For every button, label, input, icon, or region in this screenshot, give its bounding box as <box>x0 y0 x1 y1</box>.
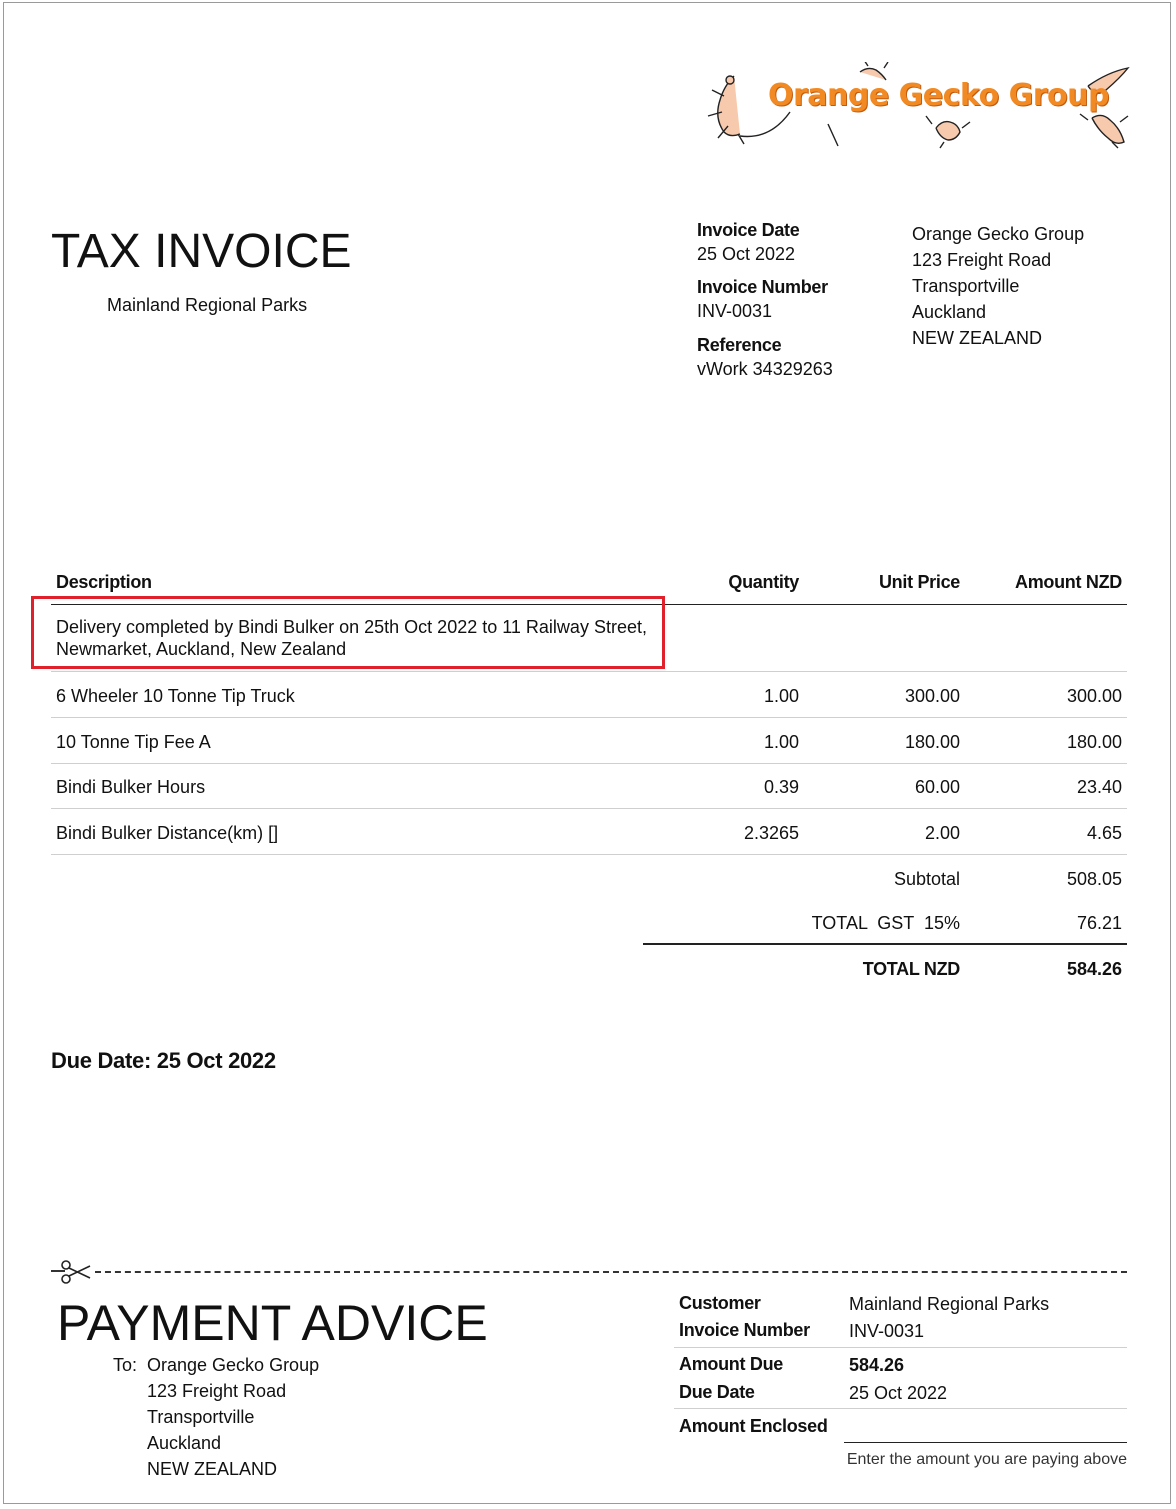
company-address-line: Orange Gecko Group <box>912 224 1085 244</box>
remit-address-line: Auckland <box>147 1433 222 1453</box>
cut-line <box>95 1271 1127 1273</box>
item-unit-price: 2.00 <box>924 823 960 843</box>
invoice-date: 25 Oct 2022 <box>697 244 796 264</box>
pa-amount-enclosed-label: Amount Enclosed <box>679 1416 828 1436</box>
highlight-box <box>31 596 665 669</box>
pa-amount-due-value: 584.26 <box>849 1355 905 1375</box>
col-header-amount: Amount NZD <box>1015 572 1122 592</box>
delivery-note-line: Newmarket, Auckland, New Zealand <box>56 639 347 659</box>
item-quantity: 1.00 <box>763 686 799 706</box>
customer-name: Mainland Regional Parks <box>107 295 308 315</box>
pa-invoice-number-label: Invoice Number <box>679 1320 810 1340</box>
due-date: Due Date: 25 Oct 2022 <box>51 1048 276 1073</box>
row-divider <box>51 717 1127 718</box>
item-unit-price: 60.00 <box>914 777 960 797</box>
total-rule <box>643 943 1127 945</box>
row-divider <box>51 854 1127 855</box>
pa-due-date-value: 25 Oct 2022 <box>849 1383 948 1403</box>
gst-value: 76.21 <box>1076 913 1122 933</box>
amount-enclosed-hint: Enter the amount you are paying above <box>846 1451 1127 1468</box>
pa-amount-due-label: Amount Due <box>679 1354 783 1374</box>
item-amount: 4.65 <box>1086 823 1122 843</box>
item-description: 10 Tonne Tip Fee A <box>56 732 211 752</box>
col-header-description: Description <box>56 572 152 592</box>
invoice-date-label: Invoice Date <box>697 220 800 240</box>
company-address-line: 123 Freight Road <box>912 250 1052 270</box>
invoice-number-label: Invoice Number <box>697 277 828 297</box>
row-divider <box>51 671 1127 672</box>
invoice-number: INV-0031 <box>697 301 773 321</box>
col-header-quantity: Quantity <box>728 572 799 592</box>
col-header-unit-price: Unit Price <box>878 572 960 592</box>
reference-label: Reference <box>697 335 782 355</box>
pa-divider <box>674 1408 1127 1409</box>
gst-label: TOTAL GST 15% <box>811 913 960 933</box>
item-unit-price: 180.00 <box>904 732 960 752</box>
row-divider <box>51 808 1127 809</box>
pa-divider <box>674 1347 1127 1348</box>
amount-enclosed-field[interactable] <box>844 1442 1127 1443</box>
item-unit-price: 300.00 <box>904 686 960 706</box>
remit-address-line: Transportville <box>147 1407 255 1427</box>
company-address <box>912 221 1084 351</box>
pa-customer-label: Customer <box>679 1293 761 1313</box>
item-amount: 300.00 <box>1066 686 1122 706</box>
company-address-line: Transportville <box>912 276 1020 296</box>
subtotal-label: Subtotal <box>893 869 960 889</box>
subtotal-value: 508.05 <box>1066 869 1122 889</box>
reference-value: vWork 34329263 <box>697 359 833 379</box>
remit-address <box>147 1352 319 1482</box>
item-description: Bindi Bulker Distance(km) [] <box>56 823 279 843</box>
item-description: Bindi Bulker Hours <box>56 777 206 797</box>
remit-address-line: Orange Gecko Group <box>147 1355 320 1375</box>
company-logo <box>700 62 1132 150</box>
item-quantity: 2.3265 <box>743 823 799 843</box>
item-amount: 180.00 <box>1066 732 1122 752</box>
row-divider <box>51 763 1127 764</box>
company-address-line: Auckland <box>912 302 987 322</box>
scissors-icon <box>60 1260 94 1284</box>
pa-due-date-label: Due Date <box>679 1382 755 1402</box>
remit-address-line: 123 Freight Road <box>147 1381 287 1401</box>
remit-address-line: NEW ZEALAND <box>147 1459 278 1479</box>
pa-invoice-number-value: INV-0031 <box>849 1321 925 1341</box>
to-label: To: <box>113 1355 138 1375</box>
pa-customer-value: Mainland Regional Parks <box>849 1294 1050 1314</box>
total-value: 584.26 <box>1066 959 1122 979</box>
invoice-title: TAX INVOICE <box>51 225 352 278</box>
item-description: 6 Wheeler 10 Tonne Tip Truck <box>56 686 295 706</box>
total-label: TOTAL NZD <box>862 959 960 979</box>
item-amount: 23.40 <box>1076 777 1122 797</box>
item-quantity: 1.00 <box>763 732 799 752</box>
logo-text: Orange Gecko Group <box>768 78 1109 113</box>
payment-advice-title: PAYMENT ADVICE <box>57 1295 488 1351</box>
company-address-line: NEW ZEALAND <box>912 328 1043 348</box>
delivery-note-line: Delivery completed by Bindi Bulker on 25th Oct 2022 to 11 Railway Street, <box>56 617 647 637</box>
item-quantity: 0.39 <box>763 777 799 797</box>
